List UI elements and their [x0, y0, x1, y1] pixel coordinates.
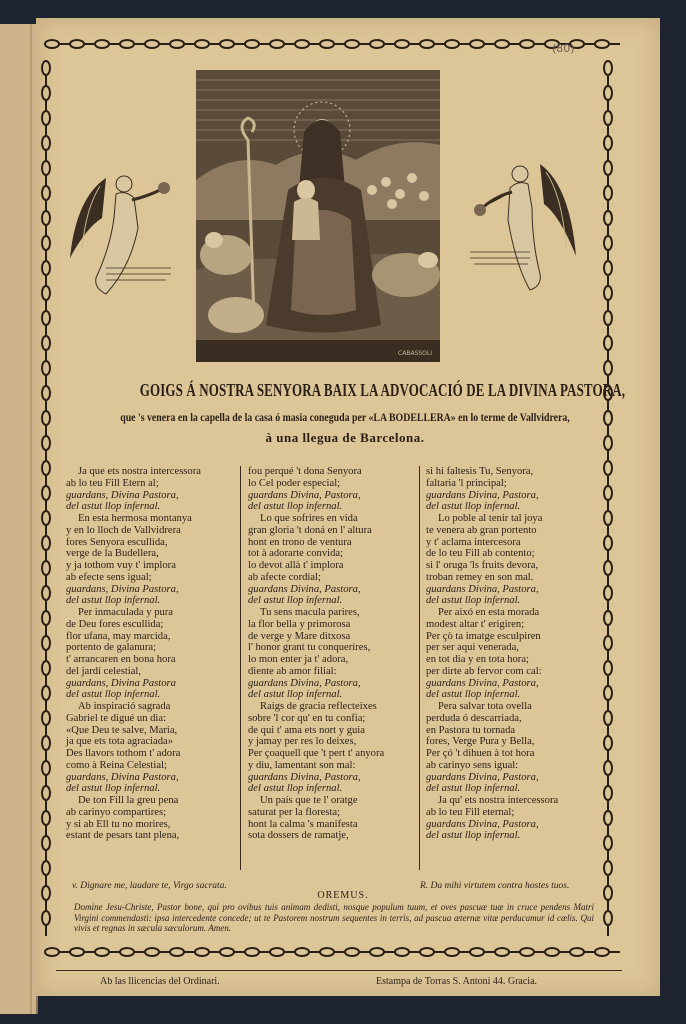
chain-link [145, 948, 159, 956]
verse-line: l' honor grant tu conqueríres, [248, 642, 371, 654]
verse-line: De ton Fill la greu pena [78, 795, 179, 806]
pencil-note: (80) [552, 42, 575, 55]
chain-link [604, 61, 612, 75]
chain-link [170, 40, 184, 48]
chain-link [42, 786, 50, 800]
verse-line: y diu, lamentant son mal: [248, 759, 356, 771]
verse-line: Des llavors tothom t' adora [66, 748, 181, 759]
verse-line: del astut llop infernal. [426, 830, 521, 842]
verse-line: hont la calma 's manifesta [248, 818, 358, 830]
chain-link [604, 536, 612, 550]
chain-link [604, 411, 612, 425]
chain-link [445, 948, 459, 956]
verse-line: ab lo teu Fill eternal; [426, 806, 515, 818]
chain-link [470, 948, 484, 956]
verse-line: del astut llop infernal. [66, 595, 161, 607]
verse-line: fores, Verge Pura y Bella, [426, 736, 535, 748]
chain-link [604, 486, 612, 500]
chain-link [604, 111, 612, 125]
chain-link [245, 40, 259, 48]
chain-link [42, 661, 50, 675]
chain-link [545, 948, 559, 956]
verse-line: Ab inspiració sagrada [78, 701, 171, 712]
verse-column-2 [248, 466, 418, 842]
chain-link [604, 736, 612, 750]
license-note: Ab las llicencias del Ordinari. [100, 976, 220, 987]
engraver-signature: CABASSOLI [398, 350, 432, 357]
verse-line: ja que ets tota agraciada» [66, 736, 174, 748]
chain-link [95, 948, 109, 956]
chain-link [42, 686, 50, 700]
chain-link [595, 948, 609, 956]
verse-line: Tu sens macula parires, [260, 607, 360, 618]
verse-line: guardans Divina, Pastora, [248, 489, 361, 501]
chain-link [420, 40, 434, 48]
verse-line: Gabriel te digué un dia: [66, 712, 167, 724]
chain-link [570, 948, 584, 956]
chain-link [95, 40, 109, 48]
chain-link [604, 461, 612, 475]
verse-line: guardans Divina, Pastora, [426, 489, 539, 501]
verse-line: guardans Divina, Pastora, [426, 771, 539, 783]
verse-line: t' arrancaren en bona hora [66, 654, 176, 665]
chain-link [120, 40, 134, 48]
verse-line: Ja que ets nostra intercessora [78, 466, 201, 477]
chain-link [604, 661, 612, 675]
verse-line: guardans, Divina Pastora, [66, 771, 179, 783]
verse-line: tot à adorarte convida; [248, 548, 344, 560]
chain-link [42, 436, 50, 450]
chain-link [42, 811, 50, 825]
chain-link [70, 40, 84, 48]
verse-line: del astut llop infernal. [66, 783, 161, 795]
verse-line: guardans, Divina Pastora, [66, 583, 179, 595]
chain-link [42, 461, 50, 475]
chain-link [42, 211, 50, 225]
verse-line: troban remey en son mal. [426, 571, 534, 583]
verse-line: fou perqué 't dona Senyora [248, 466, 362, 477]
chain-link [604, 711, 612, 725]
chain-link [395, 948, 409, 956]
chain-link [42, 411, 50, 425]
verse-line: guardans Divina, Pastora, [248, 771, 361, 783]
verse-line: del astut llop infernal. [248, 501, 343, 513]
verse-line: del astut llop infernal. [66, 689, 161, 701]
chain-link [395, 40, 409, 48]
verse-line: fores Senyora escullida, [66, 536, 168, 548]
chain-link [604, 636, 612, 650]
verse-line: Lo poble al tenir tal joya [438, 513, 543, 524]
chain-link [42, 611, 50, 625]
chain-link [42, 536, 50, 550]
chain-link [604, 911, 612, 925]
verse-line: del astut llop infernal. [248, 595, 343, 607]
verse-line: ab afecte cordial; [248, 571, 321, 583]
divine-shepherdess-engraving [196, 70, 440, 362]
verse-line: la flor bella y primorosa [248, 618, 351, 630]
verse-line: faltaria 'l principal; [426, 477, 507, 489]
chain-link [604, 786, 612, 800]
verse-line: ab lo teu Fill Etern al; [66, 477, 159, 489]
verse-line: y t' aclama intercesora [426, 536, 521, 548]
chain-link [604, 311, 612, 325]
chain-link [42, 361, 50, 375]
verse-line: del astut llop infernal. [426, 501, 521, 513]
verse-line: ab efecte sens igual; [66, 571, 152, 583]
chain-link [42, 711, 50, 725]
chain-link [370, 40, 384, 48]
verse-line: Per aixó en esta morada [438, 607, 540, 618]
verse-line: lo devot allà t' implora [248, 560, 344, 571]
verse-line: gran gloria 't doná en l' altura [248, 524, 372, 536]
chain-link [220, 948, 234, 956]
verse-line: del astut llop infernal. [66, 501, 161, 513]
verse-line: si hi faltesis Tu, Senyora, [426, 466, 534, 477]
chain-link [604, 811, 612, 825]
verse-line: «Que Deu te salve, Maria, [66, 724, 178, 736]
left-angel-illustration [66, 168, 176, 303]
chain-link [120, 948, 134, 956]
verse-line: flor ufana, may marcida, [66, 630, 171, 642]
chain-link [604, 361, 612, 375]
verse-line: Un país que te l' oratge [260, 795, 358, 806]
verse-line: Per çó 't dihuen à tot hora [426, 748, 535, 759]
verse-column-3 [426, 466, 601, 842]
chain-link [42, 236, 50, 250]
chain-link [42, 486, 50, 500]
verse-line: lo Cel poder especial; [248, 477, 341, 489]
verse-line: del astut llop infernal. [426, 689, 521, 701]
verse-line: y ja tothom vuy t' implora [66, 560, 176, 571]
verse-line: sobre 'l cor qu' en tu confia; [248, 712, 366, 724]
chain-link [604, 861, 612, 875]
chain-link [320, 948, 334, 956]
chain-link [42, 111, 50, 125]
verse-line: En esta hermosa montanya [78, 513, 192, 524]
goigs-title: GOIGS Á NOSTRA SENYORA BAIX LA ADVOCACIÓ DE LA DIVINA PASTORA, [139, 380, 626, 400]
chain-link [604, 611, 612, 625]
verse-line: ab carinyo compartires; [66, 806, 167, 818]
verse-line: Per çoaquell que 't pert t' anyora [248, 748, 385, 759]
verse-line: guardans Divina, Pastora, [248, 583, 361, 595]
chain-link [195, 40, 209, 48]
chain-link [604, 236, 612, 250]
chain-link [42, 61, 50, 75]
chain-link [495, 948, 509, 956]
verse-line: te venera ab gran portento [426, 524, 537, 536]
chain-link [604, 586, 612, 600]
chain-link [220, 40, 234, 48]
verse-line: diente ab amor filial: [248, 665, 337, 677]
column-divider [240, 466, 241, 870]
verse-line: ab carinyo sens igual: [426, 759, 519, 771]
chain-link [295, 40, 309, 48]
verse-line: y jamay per res lo deixes, [248, 736, 357, 748]
chain-link [42, 561, 50, 575]
goigs-location: à una llegua de Barcelona. [265, 430, 425, 445]
chain-link [42, 286, 50, 300]
verse-line: estant de pesars tant plena, [66, 830, 180, 842]
chain-link [145, 40, 159, 48]
chain-link [270, 40, 284, 48]
chain-link [604, 211, 612, 225]
chain-link [345, 40, 359, 48]
versicle: v. Dignare me, laudare te, Virgo sacrata. [72, 881, 227, 891]
chain-link [70, 948, 84, 956]
verse-line: guardans, Divina Pastora [66, 677, 176, 689]
chain-link [42, 311, 50, 325]
verse-line: de qui t' ama ets nort y guia [248, 724, 365, 736]
chain-link [42, 86, 50, 100]
verse-line: si l' oruga 'ls fruits devora, [426, 560, 539, 571]
chain-link [445, 40, 459, 48]
chain-link [370, 948, 384, 956]
verse-line: en tot dia y en tota hora; [426, 654, 529, 665]
chain-link [295, 948, 309, 956]
verse-line: guardans Divina, Pastora, [426, 583, 539, 595]
chain-link [270, 948, 284, 956]
chain-link [604, 836, 612, 850]
chain-link [420, 948, 434, 956]
chain-link [604, 161, 612, 175]
verse-line: Pera salvar tota ovella [438, 701, 532, 712]
verse-line: portento de galanura; [66, 642, 157, 654]
chain-link [195, 948, 209, 956]
verse-line: saturat per la floresta; [248, 806, 341, 818]
chain-link [42, 736, 50, 750]
chain-link [604, 686, 612, 700]
verse-line: del astut llop infernal. [248, 783, 343, 795]
verse-line: modest altar t' erigiren; [426, 618, 525, 630]
chain-link [42, 336, 50, 350]
oremus-prayer: Domine Jesu-Christe, Pastor bone, qui pro ovibus tuis animam dedisti, nosque populum tuum, et oves pascuæ tuæ in cruce pendens Matri Virgini commendasti: ipsa intercedente concede; ut te Pastorem nostrum sequentes in terris, ad pascua æternæ vitæ perducamur id cœlis. Qui vivis et regnas in sæcula sæculorum. Amen. [74, 902, 594, 933]
verse-line: como à Reina Celestial; [66, 759, 167, 771]
chain-link [42, 186, 50, 200]
verse-line: perduda ó descarriada, [426, 712, 522, 724]
verse-line: hont en trono de ventura [248, 536, 352, 548]
verse-line: per dirte ab fervor com cal: [426, 665, 542, 677]
footer-divider [56, 970, 622, 971]
chain-link [42, 161, 50, 175]
verse-line: per ser aqui venerada, [426, 642, 519, 654]
verse-line: Per inmaculada y pura [78, 607, 174, 618]
oremus-heading: OREMUS. [317, 890, 369, 901]
goigs-subtitle: que 's venera en la capella de la casa ó masia coneguda per «LA BODELLERA» en lo terme de Vallvidrera, [120, 410, 570, 424]
chain-link [320, 40, 334, 48]
verse-line: de verge y Mare ditxosa [248, 630, 351, 642]
chain-link [245, 948, 259, 956]
verse-column-1 [66, 466, 256, 842]
chain-link [604, 186, 612, 200]
verse-line: verge de la Budellera, [66, 548, 159, 560]
chain-link [604, 136, 612, 150]
chain-link [42, 511, 50, 525]
chain-link [42, 136, 50, 150]
chain-link [520, 948, 534, 956]
chain-link [604, 511, 612, 525]
verse-line: del astut llop infernal. [426, 783, 521, 795]
chain-link [345, 948, 359, 956]
chain-link [495, 40, 509, 48]
chain-link [42, 861, 50, 875]
verse-line: del astut llop infernal. [426, 595, 521, 607]
verse-line: Lo que sofrires en vida [260, 513, 358, 524]
chain-link [45, 948, 59, 956]
verse-line: de Deu fores escullida; [66, 618, 164, 630]
verse-line: del astut llop infernal. [248, 689, 343, 701]
verse-line: Per çò ta imatge esculpiren [426, 630, 541, 642]
verse-line: en Pastora tu tornada [426, 724, 516, 736]
chain-link [604, 286, 612, 300]
chain-link [604, 561, 612, 575]
chain-link [45, 40, 59, 48]
response: R. Da mihi virtutem contra hostes tuos. [420, 881, 570, 891]
verse-line: guardans, Divina Pastora, [66, 489, 179, 501]
chain-link [520, 40, 534, 48]
chain-link [595, 40, 609, 48]
chain-link [604, 86, 612, 100]
verse-line: guardans Divina, Pastora, [426, 818, 539, 830]
verse-line: y en lo lloch de Vallvidrera [66, 524, 181, 536]
chain-link [42, 586, 50, 600]
verse-line: de lo teu Fill ab contento; [426, 548, 535, 560]
verse-line: sota dossers de ramatje, [248, 830, 349, 842]
chain-link [42, 836, 50, 850]
right-angel-illustration [470, 156, 580, 296]
verse-line: guardans Divina, Pastora, [426, 677, 539, 689]
chain-link [42, 911, 50, 925]
chain-link [604, 336, 612, 350]
verse-line: del jardí celestial, [66, 665, 142, 677]
chain-link [470, 40, 484, 48]
verse-line: Raigs de gracia reflecteixes [260, 701, 377, 712]
chain-link [42, 261, 50, 275]
verse-line: Ja qu' ets nostra intercessora [438, 795, 559, 806]
chain-link [42, 636, 50, 650]
chain-link [42, 386, 50, 400]
column-divider [419, 466, 420, 870]
verse-line: lo mon enter ja t' adora, [248, 654, 349, 665]
verse-line: y si ab Ell tu no morires, [66, 818, 171, 830]
chain-link [604, 261, 612, 275]
chain-link [170, 948, 184, 956]
chain-link [42, 761, 50, 775]
verse-line: guardans Divina, Pastora, [248, 677, 361, 689]
chain-link [604, 761, 612, 775]
printer-imprint: Estampa de Torras S. Antoni 44. Gracia. [376, 976, 538, 987]
